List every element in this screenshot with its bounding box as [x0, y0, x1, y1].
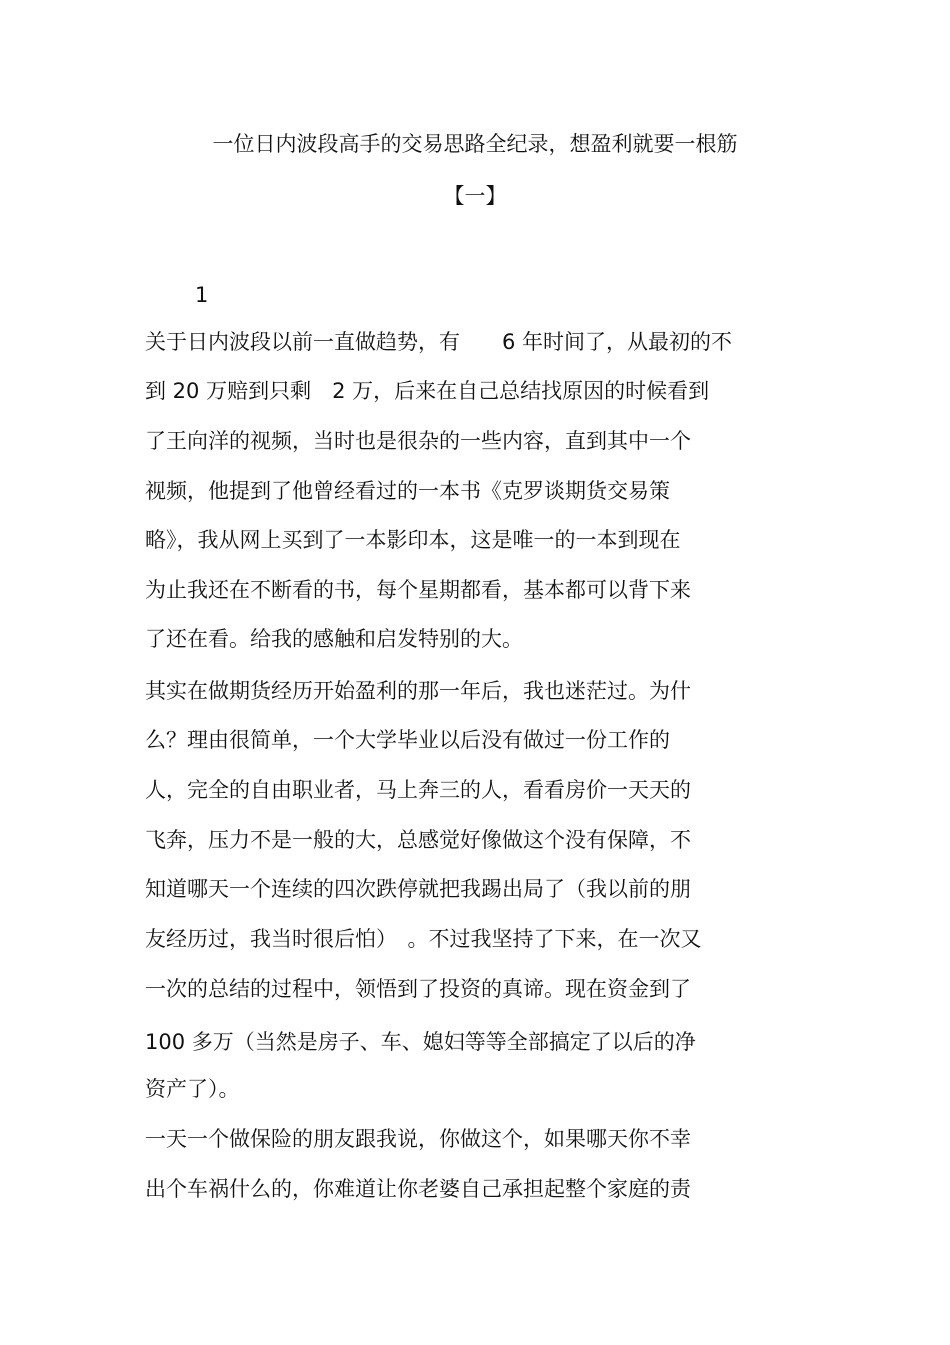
- text-line: 100 多万（当然是房子、车、媳妇等等全部搞定了以后的净: [145, 1030, 696, 1054]
- text-line: 了王向洋的视频，当时也是很杂的一些内容，直到其中一个: [145, 429, 691, 453]
- text-line: 出个车祸什么的，你难道让你老婆自己承担起整个家庭的责: [145, 1177, 691, 1201]
- text-line: 为止我还在不断看的书，每个星期都看，基本都可以背下来: [145, 578, 691, 602]
- text-line: 视频，他提到了他曾经看过的一本书《克罗谈期货交易策: [145, 479, 670, 503]
- document-title: 一位日内波段高手的交易思路全纪录，想盈利就要一根筋: [212, 132, 738, 156]
- text-line: 了还在看。给我的感触和启发特别的大。: [145, 627, 523, 651]
- text-line: 人，完全的自由职业者，马上奔三的人，看看房价一天天的: [145, 778, 691, 802]
- text-line: 到 20 万赔到只剩 2 万，后来在自己总结找原因的时候看到: [145, 379, 710, 403]
- text-line: 资产了）。: [145, 1077, 240, 1101]
- text-line: 其实在做期货经历开始盈利的那一年后，我也迷茫过。为什: [145, 679, 691, 703]
- text-line: 友经历过，我当时很后怕） 。不过我坚持了下来，在一次又: [145, 927, 702, 951]
- text-line: 么？理由很简单，一个大学毕业以后没有做过一份工作的: [145, 728, 670, 752]
- text-line: 一天一个做保险的朋友跟我说，你做这个，如果哪天你不幸: [145, 1127, 691, 1151]
- document-subtitle: 【一】: [443, 184, 507, 208]
- text-line: 飞奔，压力不是一般的大，总感觉好像做这个没有保障，不: [145, 828, 691, 852]
- text-line: 一次的总结的过程中，领悟到了投资的真谛。现在资金到了: [145, 977, 691, 1001]
- text-line: 知道哪天一个连续的四次跌停就把我踢出局了（我以前的朋: [145, 877, 691, 901]
- text-line: 略》，我从网上买到了一本影印本，这是唯一的一本到现在: [145, 528, 681, 552]
- section-number: 1: [195, 283, 209, 307]
- text-line: 关于日内波段以前一直做趋势，有 6 年时间了，从最初的不: [145, 330, 733, 354]
